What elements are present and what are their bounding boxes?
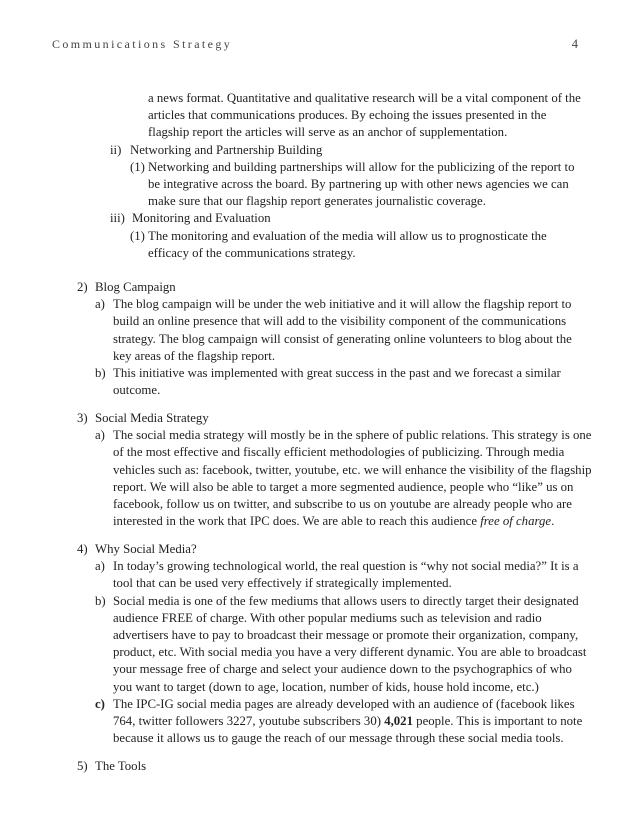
- paragraph-line: because it allows us to gauge the reach of our message through these social media tools.: [113, 731, 564, 746]
- text-run: .: [551, 514, 555, 529]
- paragraph-line: build an online presence that will add to the visibility component of the communications: [113, 314, 567, 329]
- list-marker: (1): [130, 159, 145, 174]
- paragraph-line: The social media strategy will mostly be in the sphere of public relations. This strategy is one: [113, 428, 592, 443]
- list-marker: a): [95, 297, 105, 312]
- paragraph-line: be integrative across the board. By partnering up with other news agencies we can: [148, 176, 569, 191]
- paragraph-line: tool that can be used very effectively if strategically implemented.: [113, 576, 452, 591]
- bold-total: 4,021: [384, 713, 413, 728]
- page-header: [52, 37, 578, 52]
- section-number: 3): [77, 411, 88, 425]
- paragraph-line: Social media is one of the few mediums that allows users to directly target their designated: [113, 593, 579, 608]
- paragraph-line: This initiative was implemented with great success in the past and we forecast a similar: [113, 366, 561, 380]
- paragraph-line: product, etc. With social media you have a very different dynamic. You are able to broadcast: [113, 645, 587, 660]
- subsection-title: Networking and Partnership Building: [130, 142, 323, 157]
- section-number: 4): [77, 542, 88, 556]
- list-marker: iii): [110, 211, 125, 226]
- paragraph-line: key areas of the flagship report.: [113, 348, 276, 363]
- paragraph-line: of the most effective and fiscally efficient methodologies of publicizing. Through media: [113, 445, 565, 460]
- paragraph-line: The blog campaign will be under the web initiative and it will allow the flagship report to: [113, 297, 572, 312]
- section-title: Why Social Media?: [95, 542, 197, 556]
- list-marker: a): [95, 559, 105, 574]
- text-run: people. This is important to note: [412, 713, 583, 728]
- section-number: 2): [77, 280, 88, 294]
- paragraph-line: strategy. The blog campaign will consist of generating online volunteers to blog about the: [113, 331, 572, 346]
- paragraph-line: advertisers have to pay to broadcast their message or promote their organization, company,: [113, 627, 579, 642]
- emphasis-text: free of charge: [480, 514, 552, 529]
- paragraph-line: Networking and building partnerships will allow for the publicizing of the report to: [148, 159, 575, 174]
- paragraph-line: The monitoring and evaluation of the media will allow us to prognosticate the: [148, 228, 547, 243]
- list-marker: c): [95, 696, 105, 711]
- page-number: 4: [571, 37, 578, 51]
- paragraph-line: outcome.: [113, 383, 161, 398]
- text-run: interested in the work that IPC does. We are able to reach this audience: [113, 514, 481, 529]
- paragraph-line: The IPC-IG social media pages are already developed with an audience of (facebook likes: [113, 696, 575, 711]
- paragraph-line: In today’s growing technological world, the real question is “why not social media?” It is a: [113, 559, 579, 574]
- paragraph-line: articles that communications produces. By echoing the issues presented in the: [148, 108, 547, 123]
- paragraph-line: [113, 513, 554, 530]
- paragraph-line: a news format. Quantitative and qualitative research will be a vital component of the: [148, 91, 581, 105]
- paragraph-line: your message free of charge and select your audience down to the psychographics of who: [113, 662, 572, 677]
- paragraph-line: report. We will also be able to target a more segmented audience, people who “like” us on: [113, 479, 574, 494]
- paragraph-line: flagship report the articles will serve as an anchor of supplementation.: [148, 125, 508, 140]
- paragraph-line: [113, 713, 582, 730]
- document-title: Communications Strategy: [52, 37, 233, 51]
- list-marker: b): [95, 593, 106, 608]
- text-run: 764, twitter followers 3227, youtube subscribers 30): [113, 713, 385, 728]
- section-title: The Tools: [95, 759, 147, 773]
- paragraph-line: you want to target (down to age, location, number of kids, house hold income, etc.): [113, 679, 539, 694]
- paragraph-line: make sure that our flagship report generates journalistic coverage.: [148, 194, 486, 209]
- paragraph-line: audience FREE of charge. With other popular mediums such as television and radio: [113, 610, 542, 625]
- list-marker: a): [95, 428, 105, 443]
- section-title: Social Media Strategy: [95, 411, 209, 425]
- list-marker: ii): [110, 142, 122, 157]
- section-title: Blog Campaign: [95, 280, 176, 294]
- paragraph-line: efficacy of the communications strategy.: [148, 245, 356, 260]
- paragraph-line: vehicles such as: facebook, twitter, youtube, etc. we will enhance the visibility of the flagship: [113, 462, 592, 477]
- subsection-title: Monitoring and Evaluation: [132, 211, 271, 226]
- section-number: 5): [77, 759, 88, 773]
- paragraph-line: facebook, follow us on twitter, and subscribe to us on youtube are already people who are: [113, 496, 572, 511]
- list-marker: (1): [130, 228, 145, 243]
- list-marker: b): [95, 366, 106, 380]
